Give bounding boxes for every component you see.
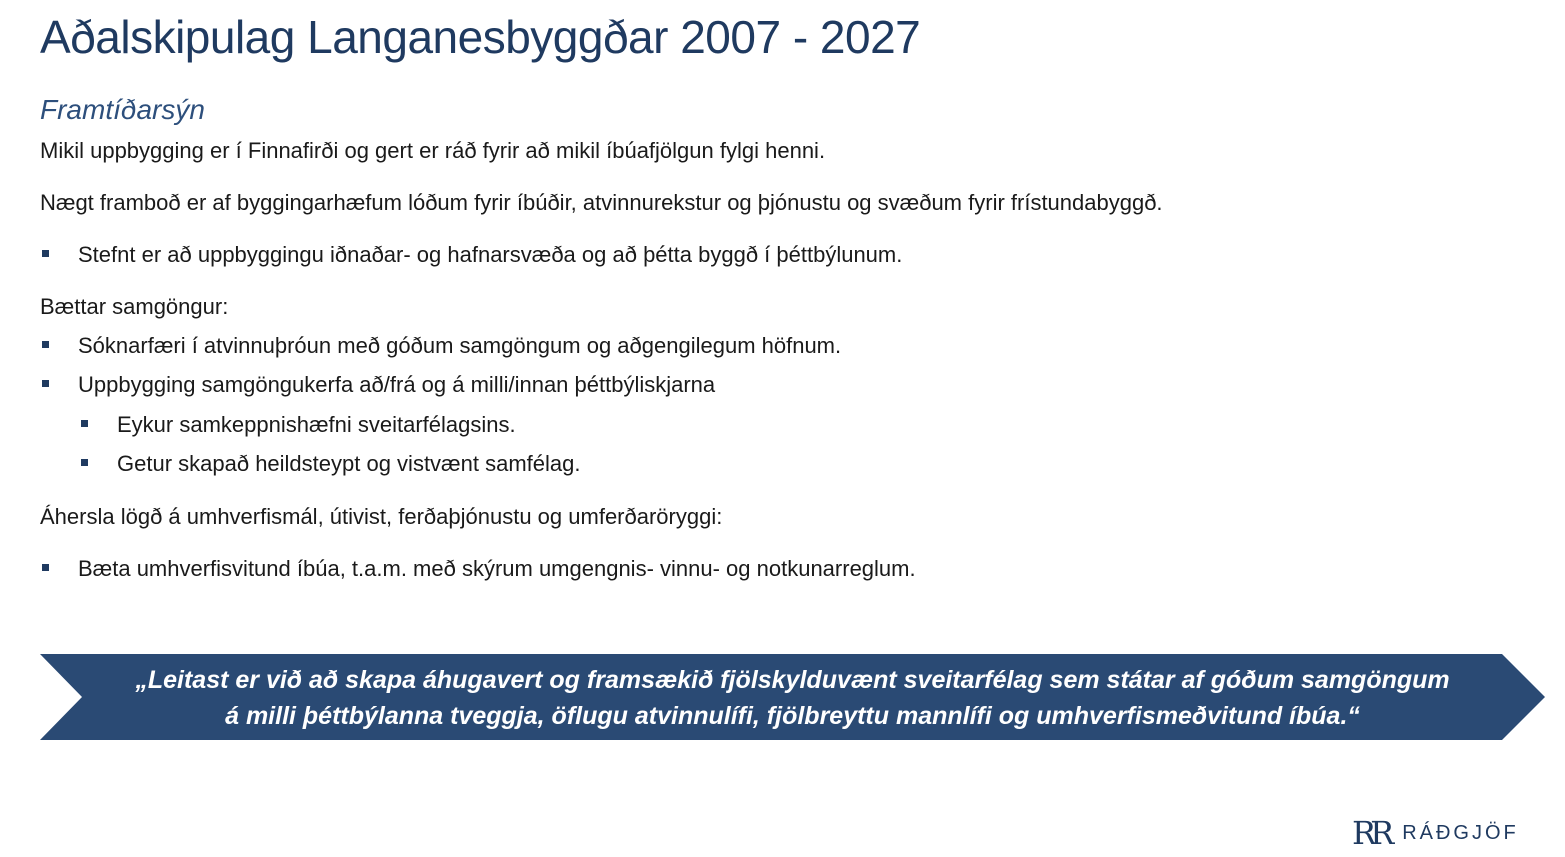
bullet-item-opportunity: Sóknarfæri í atvinnuþróun með góðum samgöngum og aðgengilegum höfnum. <box>78 333 842 358</box>
quote-line-1: „Leitast er við að skapa áhugavert og framsækið fjölskylduvænt sveitarfélag sem státar af góðum samgöngum <box>135 666 1450 694</box>
bullet-item-awareness: Bæta umhverfisvitund íbúa, t.a.m. með skýrum umgengnis- vinnu- og notkunarreglum. <box>78 556 916 581</box>
sub-bullet-item-competitiveness: Eykur samkeppnishæfni sveitarfélagsins. <box>117 412 516 437</box>
paragraph-environment-heading: Áhersla lögð á umhverfismál, útivist, ferðaþjónustu og umferðaröryggi: <box>40 504 723 529</box>
logo-text: RÁÐGJÖF <box>1402 821 1519 844</box>
paragraph-growth: Mikil uppbygging er í Finnafirði og gert er ráð fyrir að mikil íbúafjölgun fylgi henni. <box>40 138 826 163</box>
section-subtitle: Framtíðarsýn <box>40 94 205 125</box>
page-title: Aðalskipulag Langanesbyggðar 2007 - 2027 <box>40 11 921 63</box>
sub-bullet-item-community: Getur skapað heildsteypt og vistvænt samfélag. <box>117 451 581 476</box>
company-logo <box>1352 814 1519 852</box>
bullet-item-transport-system: Uppbygging samgöngukerfa að/frá og á milli/innan þéttbýliskjarna <box>78 372 716 397</box>
paragraph-transport-heading: Bættar samgöngur: <box>40 294 229 319</box>
quote-line-2: á milli þéttbýlanna tveggja, öflugu atvinnulífi, fjölbreyttu mannlífi og umhverfismeðvitund íbúa.“ <box>225 702 1360 730</box>
paragraph-supply: Nægt framboð er af byggingarhæfum lóðum fyrir íbúðir, atvinnurekstur og þjónustu og svæðum fyrir frístundabyggð. <box>40 190 1163 215</box>
logo-mark: RR <box>1352 814 1389 852</box>
bullet-item-industry: Stefnt er að uppbyggingu iðnaðar- og hafnarsvæða og að þétta byggð í þéttbýlunum. <box>78 242 903 267</box>
